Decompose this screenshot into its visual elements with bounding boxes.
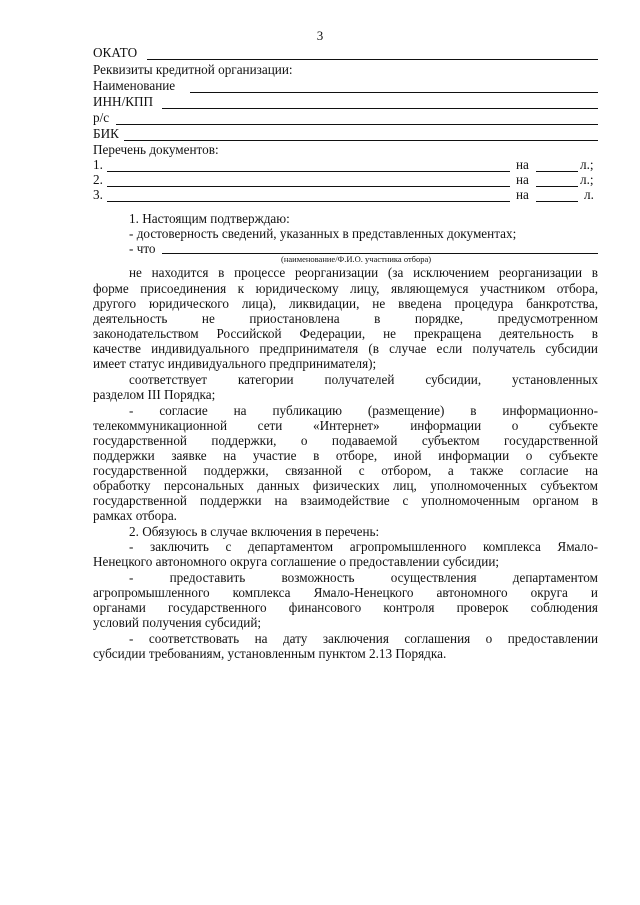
bik-line xyxy=(124,140,598,141)
p3-line-6: обработку персональных данных физических лиц, уполномоченных субъектом xyxy=(93,478,598,493)
p1-line-1: не находится в процессе реорганизации (за исключением реорганизации в xyxy=(129,265,598,280)
account-line xyxy=(116,124,598,125)
p5-line-3: органами государственного финансового контроля проверок соблюдения xyxy=(93,600,598,615)
account-label: р/с xyxy=(93,110,110,125)
p3-line-8: рамках отбора. xyxy=(93,508,177,523)
name-label: Наименование xyxy=(93,78,176,93)
doc-1-na: на xyxy=(516,157,529,172)
doc-3-pages-line xyxy=(536,201,578,202)
confirm-item-2-prefix: - что xyxy=(129,241,156,256)
p6-line-1: - соответствовать на дату заключения соглашения о предоставлении xyxy=(129,631,598,646)
p1-line-5: законодательством Российской Федерации, не прекращена деятельность в xyxy=(93,326,598,341)
inn-kpp-label: ИНН/КПП xyxy=(93,94,154,109)
doc-list-label: Перечень документов: xyxy=(93,142,219,157)
p1-line-6: качестве индивидуального предпринимателя (в случае если получатель субсидии xyxy=(93,341,598,356)
p1-line-4: деятельность не приостановлена в порядке, предусмотренном xyxy=(93,311,598,326)
okato-label: ОКАТО xyxy=(93,45,138,60)
doc-2-line xyxy=(107,186,510,187)
doc-3-number: 3. xyxy=(93,187,103,202)
bik-label: БИК xyxy=(93,126,119,141)
doc-1-pages-unit: л.; xyxy=(580,157,594,172)
p6-line-2: субсидии требованиям, установленным пунктом 2.13 Порядка. xyxy=(93,646,447,661)
p3-line-1: - согласие на публикацию (размещение) в информационно- xyxy=(129,403,598,418)
inn-kpp-line xyxy=(162,108,598,109)
p3-line-2: телекоммуникационной сети «Интернет» информации о субъекте xyxy=(93,418,598,433)
confirm-item-1: - достоверность сведений, указанных в представленных документах; xyxy=(129,226,517,241)
p3-line-4: поддержки заявке на участие в отборе, иной информации о субъекте xyxy=(93,448,598,463)
doc-1-pages-line xyxy=(536,171,578,172)
page-number: 3 xyxy=(316,28,324,43)
obligation-heading: 2. Обязуюсь в случае включения в перечень: xyxy=(129,524,380,539)
p1-line-3: другого юридического лица), ликвидации, не введена процедура банкротства, xyxy=(93,296,598,311)
doc-1-number: 1. xyxy=(93,157,103,172)
bank-requisites-label: Реквизиты кредитной организации: xyxy=(93,62,293,77)
doc-3-pages-unit: л. xyxy=(584,187,594,202)
p2-line-1: соответствует категории получателей субсидии, установленных xyxy=(129,372,598,387)
participant-name-caption: (наименование/Ф.И.О. участника отбора) xyxy=(281,254,432,264)
p3-line-7: государственной поддержки на взаимодействие с уполномоченным органом в xyxy=(93,493,598,508)
doc-3-line xyxy=(107,201,510,202)
p5-line-2: агропромышленного комплекса Ямало-Ненецкого автономного округа и xyxy=(93,585,598,600)
doc-3-na: на xyxy=(516,187,529,202)
doc-2-pages-line xyxy=(536,186,578,187)
doc-2-na: на xyxy=(516,172,529,187)
okato-line xyxy=(147,59,598,60)
p5-line-1: - предоставить возможность осуществления департаментом xyxy=(129,570,598,585)
p3-line-3: государственной поддержки, о подаваемой субъектом государственной xyxy=(93,433,598,448)
doc-2-pages-unit: л.; xyxy=(580,172,594,187)
confirm-heading: 1. Настоящим подтверждаю: xyxy=(129,211,290,226)
doc-1-line xyxy=(107,171,510,172)
p5-line-4: условий получения субсидий; xyxy=(93,615,262,630)
p3-line-5: государственной поддержки, связанной с отбором, а также согласие на xyxy=(93,463,598,478)
doc-2-number: 2. xyxy=(93,172,103,187)
p1-line-2: форме присоединения к юридическому лицу, являющемуся участником отбора, xyxy=(93,281,598,296)
p4-line-1: - заключить с департаментом агропромышленного комплекса Ямало- xyxy=(129,539,598,554)
p4-line-2: Ненецкого автономного округа соглашение о предоставлении субсидии; xyxy=(93,554,500,569)
p2-line-2: разделом III Порядка; xyxy=(93,387,216,402)
name-line xyxy=(190,92,598,93)
p1-line-7: имеет статус индивидуального предпринимателя); xyxy=(93,356,377,371)
